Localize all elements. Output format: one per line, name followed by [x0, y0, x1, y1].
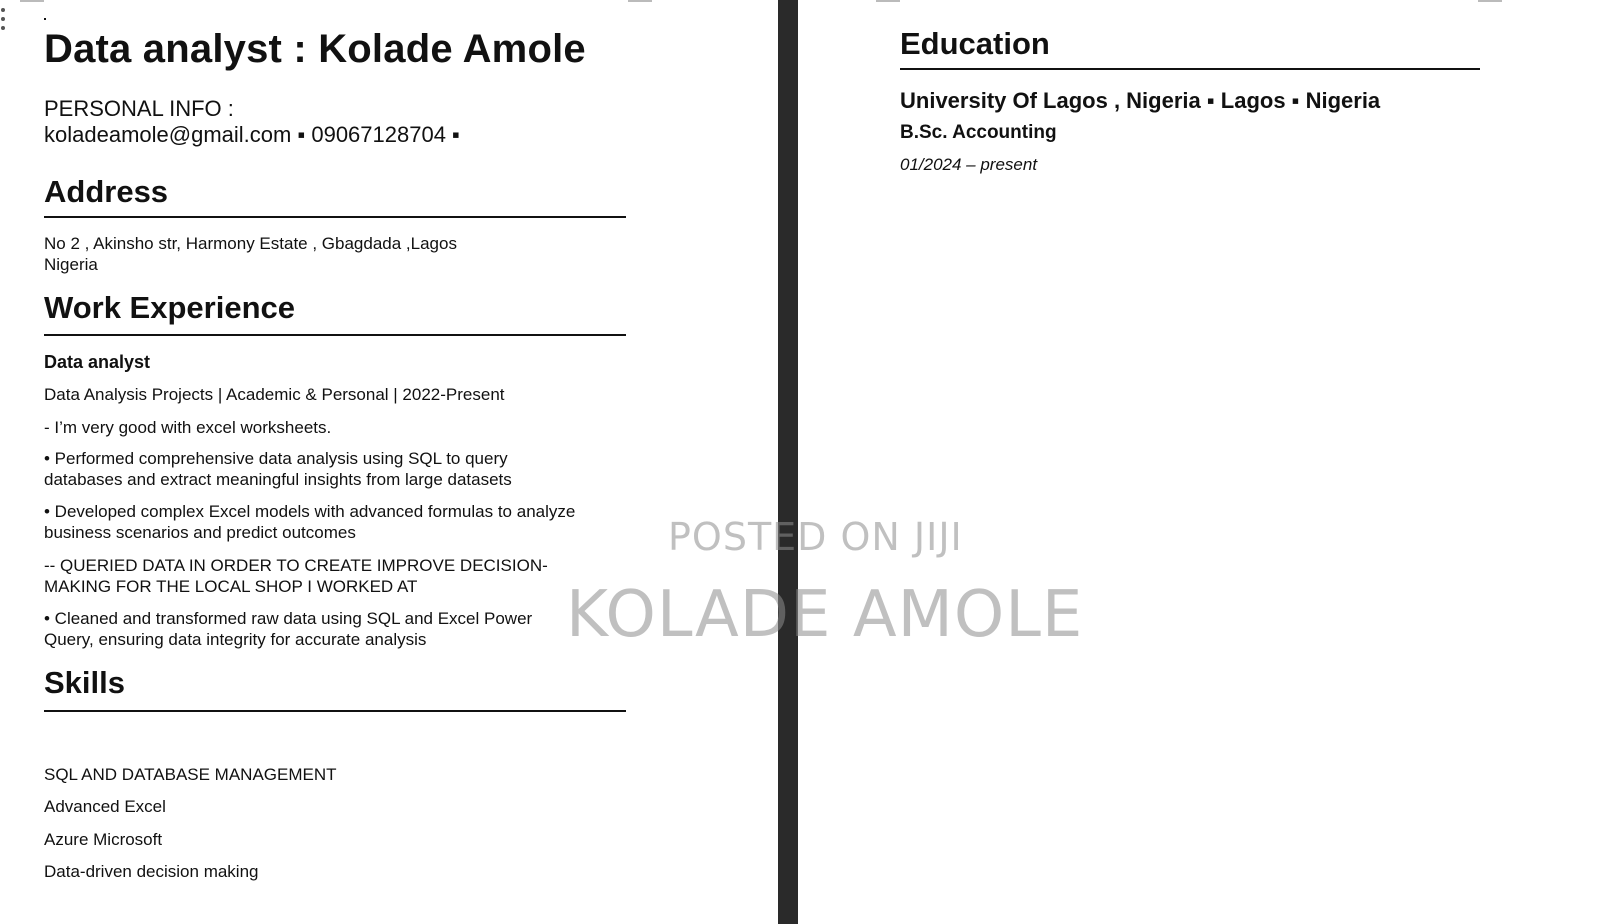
section-divider — [900, 68, 1480, 70]
resume-page-left — [0, 0, 778, 924]
skills-heading: Skills — [44, 665, 125, 700]
work-point: MAKING FOR THE LOCAL SHOP I WORKED AT — [44, 577, 418, 596]
address-line-2: Nigeria — [44, 255, 98, 274]
work-point: • Developed complex Excel models with advanced formulas to analyze — [44, 502, 576, 521]
personal-info-label: PERSONAL INFO : — [44, 96, 234, 121]
job-project: Data Analysis Projects | Academic & Personal | 2022-Present — [44, 385, 505, 404]
watermark-posted-on: POSTED ON JIJI — [668, 515, 963, 559]
education-school: University Of Lagos , Nigeria ▪ Lagos ▪ Nigeria — [900, 88, 1381, 113]
work-point: databases and extract meaningful insights from large datasets — [44, 470, 512, 489]
skill-item: Azure Microsoft — [44, 830, 163, 849]
work-point: • Performed comprehensive data analysis using SQL to query — [44, 449, 508, 468]
work-point: - I’m very good with excel worksheets. — [44, 418, 332, 437]
skill-item: Data-driven decision making — [44, 862, 259, 881]
contact-line: koladeamole@gmail.com ▪ 09067128704 ▪ — [44, 122, 460, 147]
education-dates: 01/2024 – present — [900, 155, 1038, 174]
page-divider — [778, 0, 798, 924]
section-divider — [44, 334, 626, 336]
work-point: -- QUERIED DATA IN ORDER TO CREATE IMPROVE DECISION- — [44, 556, 548, 575]
text-cursor — [44, 18, 46, 20]
address-heading: Address — [44, 174, 169, 209]
education-heading: Education — [900, 26, 1050, 61]
education-degree: B.Sc. Accounting — [900, 122, 1057, 143]
skill-item: SQL AND DATABASE MANAGEMENT — [44, 765, 337, 784]
crop-mark — [20, 0, 44, 4]
work-point: Query, ensuring data integrity for accurate analysis — [44, 630, 427, 649]
crop-mark — [1478, 0, 1502, 4]
work-point: • Cleaned and transformed raw data using SQL and Excel Power — [44, 609, 533, 628]
work-point: business scenarios and predict outcomes — [44, 523, 356, 542]
skill-item: Advanced Excel — [44, 797, 166, 816]
section-divider — [44, 216, 626, 218]
crop-mark — [628, 0, 652, 4]
section-divider — [44, 710, 626, 712]
work-experience-heading: Work Experience — [44, 290, 295, 325]
crop-mark — [876, 0, 900, 4]
address-line-1: No 2 , Akinsho str, Harmony Estate , Gbagdada ,Lagos — [44, 234, 457, 253]
more-options-icon[interactable] — [1, 8, 7, 35]
watermark-name: KOLADE AMOLE — [566, 578, 1084, 652]
page-title: Data analyst : Kolade Amole — [44, 27, 586, 71]
job-role: Data analyst — [44, 352, 151, 372]
resume-page-right — [798, 0, 1600, 924]
